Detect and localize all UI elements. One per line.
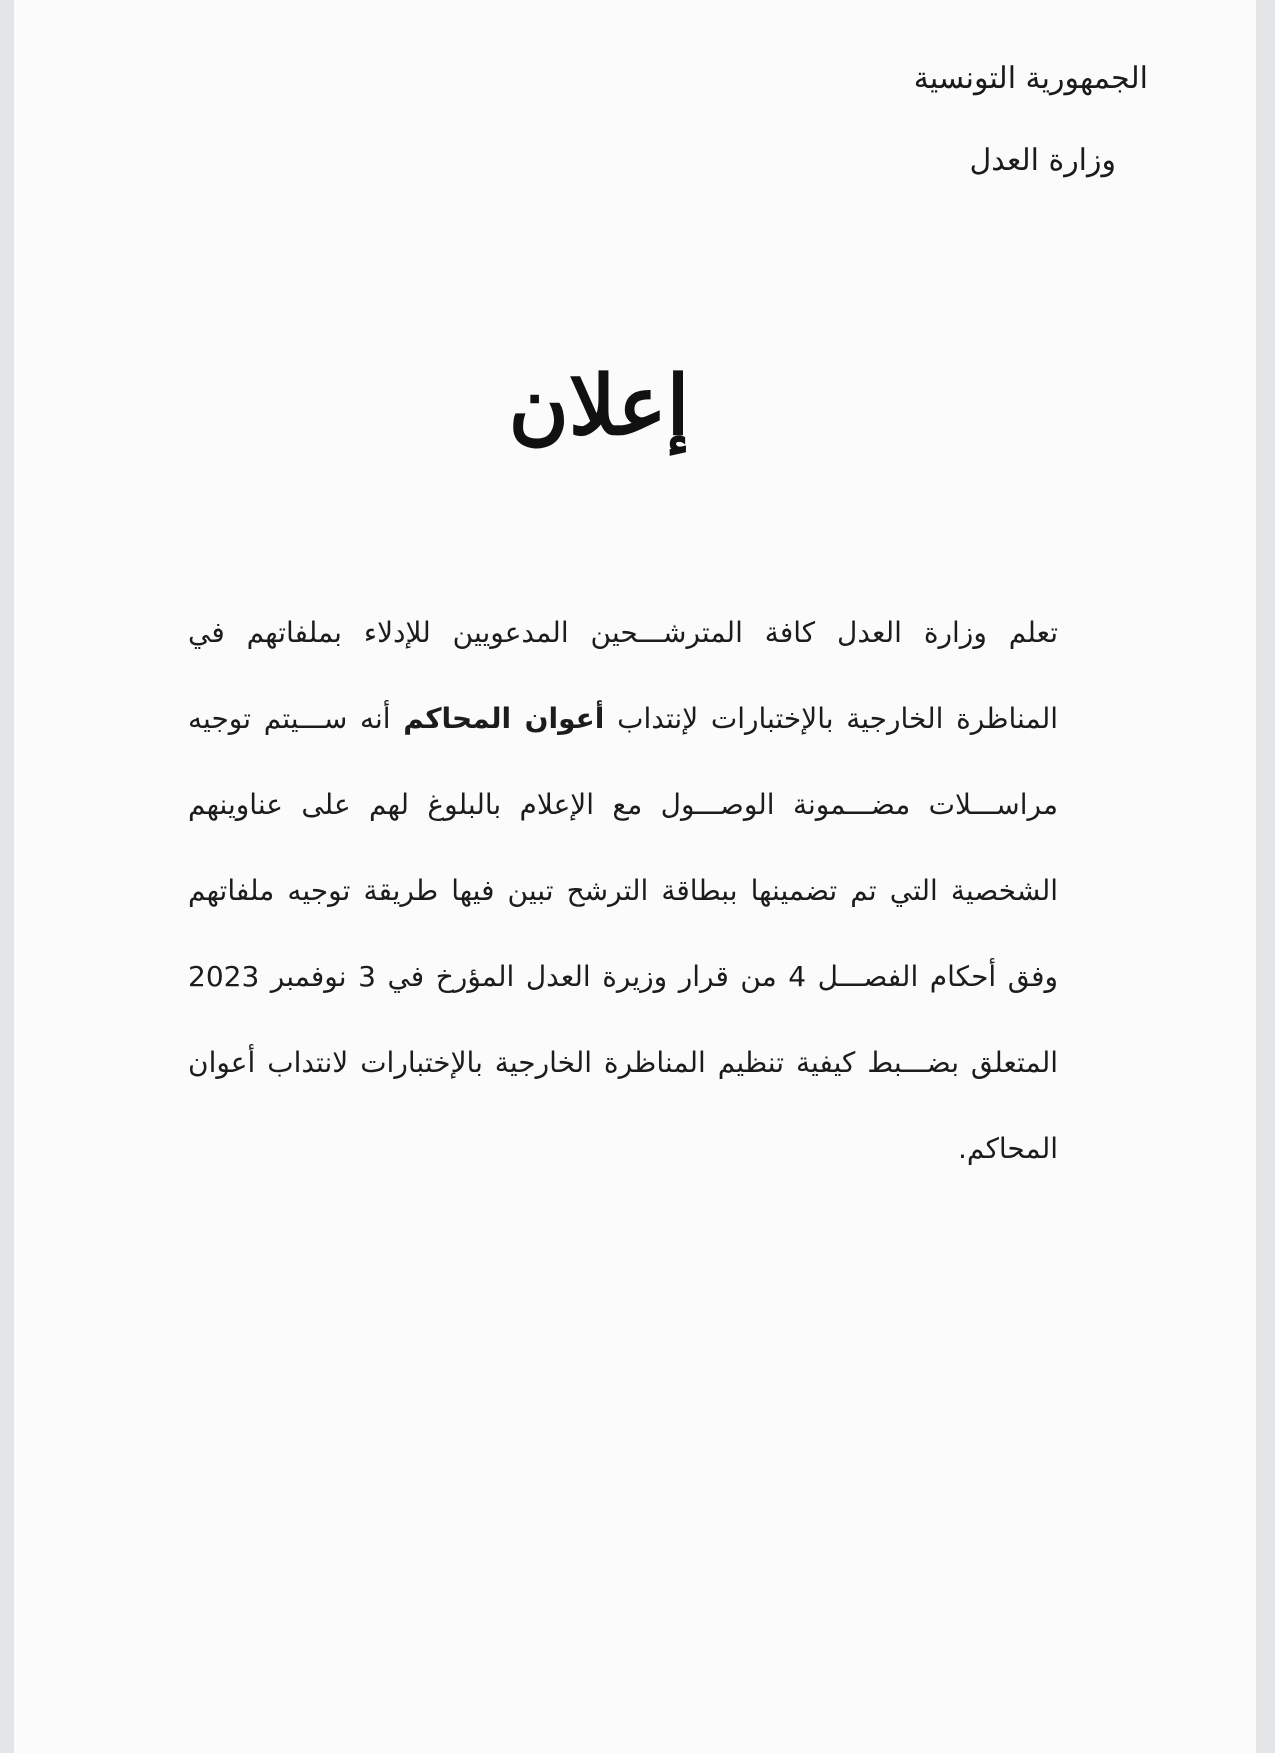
body-line-6: المتعلق بضـــبط كيفية تنظيم المناظرة الخارجية بالإختبارات لانتداب أعوان (188, 1046, 1058, 1079)
body-line-5: وفق أحكام الفصـــل 4 من قرار وزيرة العدل المؤرخ في 3 نوفمبر 2023 (188, 960, 1058, 993)
body-line-2-end: أنه ســـيتم توجيه (188, 702, 404, 735)
body-line-7: المحاكم. (958, 1132, 1058, 1165)
body-line-2 (188, 676, 1058, 762)
announcement-body (188, 590, 1058, 1192)
body-line-4: الشخصية التي تم تضمينها ببطاقة الترشح تبين فيها طريقة توجيه ملفاتهم (188, 874, 1058, 907)
header-republic: الجمهورية التونسية (913, 61, 1148, 96)
body-line-3: مراســـلات مضـــمونة الوصـــول مع الإعلام بالبلوغ لهم على عناوينهم (188, 788, 1058, 821)
body-line-1: تعلم وزارة العدل كافة المترشـــحين المدعويين للإدلاء بملفاتهم في (188, 616, 1058, 649)
body-line-2-bold: أعوان المحاكم (403, 702, 605, 735)
page-title: إعلان (508, 358, 690, 454)
body-line-2-start: المناظرة الخارجية بالإختبارات لإنتداب (604, 702, 1058, 735)
document-page (14, 0, 1256, 1753)
header-ministry: وزارة العدل (969, 143, 1116, 178)
